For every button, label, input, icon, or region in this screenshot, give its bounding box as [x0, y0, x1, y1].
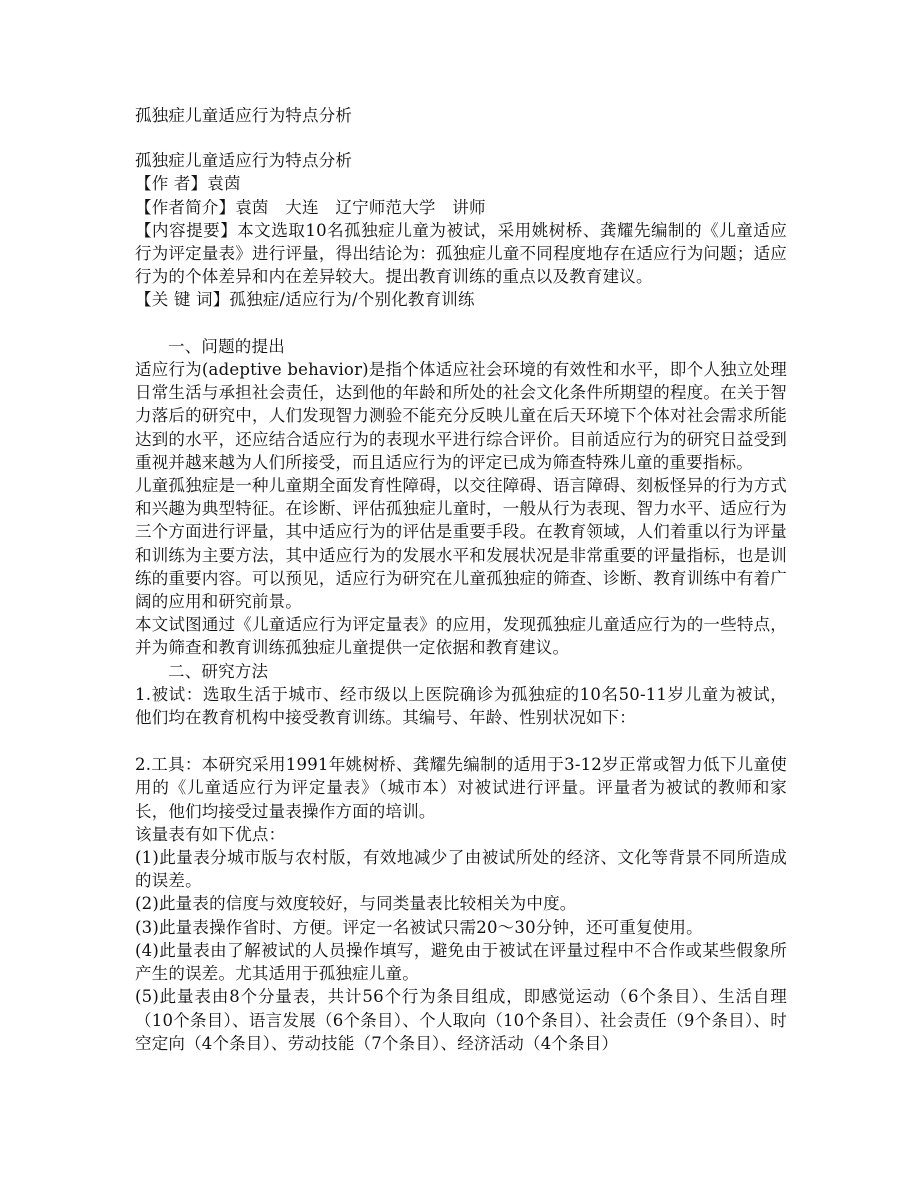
author-intro: 【作者简介】袁茵 大连 辽宁师范大学 讲师: [135, 197, 486, 217]
abstract-paragraph: 【内容提要】本文选取10名孤独症儿童为被试，采用姚树桥、龚耀先编制的《儿童适应行为评定量表》进行评量，得出结论为：孤独症儿童不同程度地存在适应行为问题；适应行为的个体差异和内在差异较大。提出教育训练的重点以及教育建议。: [135, 220, 787, 287]
subjects-paragraph: 1.被试：选取生活于城市、经市级以上医院确诊为孤独症的10名50-11岁儿童为被试，他们均在教育机构中接受教育训练。其编号、年龄、性别状况如下：: [135, 684, 787, 728]
keywords-line: 【关 键 词】孤独症/适应行为/个别化教育训练: [135, 290, 475, 310]
section1-paragraph-2: 儿童孤独症是一种儿童期全面发育性障碍，以交往障碍、语言障碍、刻板怪异的行为方式和兴趣为典型特征。在诊断、评估孤独症儿童时，一般从行为表现、智力水平、适应行为三个方面进行评量，其中适应行为的评估是重要手段。在教育领域，人们着重以行为评量和训练为主要方法，其中适应行为的发展水平和发展状况是非常重要的评量指标，也是训练的重要内容。可以预见，适应行为研究在儿童孤独症的筛查、诊断、教育训练中有着广阔的应用和研究前景。: [135, 476, 787, 612]
advantage-item-3: (3)此量表操作省时、方便。评定一名被试只需20～30分钟，还可重复使用。: [135, 917, 703, 937]
advantages-intro: 该量表有如下优点：: [135, 824, 286, 844]
spacer: [135, 127, 787, 149]
section-heading-2: 二、研究方法: [168, 661, 269, 681]
section-heading-1: 一、问题的提出: [168, 336, 285, 356]
tools-paragraph: 2.工具：本研究采用1991年姚树桥、龚耀先编制的适用于3-12岁正常或智力低下儿童使用的《儿童适应行为评定量表》（城市本）对被试进行评量。评量者为被试的教师和家长，他们均接受过量表操作方面的培训。: [135, 755, 787, 821]
spacer: [135, 312, 787, 335]
spacer: [135, 729, 787, 753]
section1-paragraph-1: 适应行为(adeptive behavior)是指个体适应社会环境的有效性和水平，即个人独立处理日常生活与承担社会责任，达到他的年龄和所处的社会文化条件所期望的程度。在关于智力落后的研究中，人们发现智力测验不能充分反映儿童在后天环境下个体对社会需求所能达到的水平，还应结合适应行为的表现水平进行综合评价。目前适应行为的研究日益受到重视并越来越为人们所接受，而且适应行为的评定已成为筛查特殊儿童的重要指标。: [135, 360, 787, 472]
document-page: [135, 104, 787, 1055]
author-line: 【作 者】袁茵: [135, 174, 241, 194]
advantage-item-2: (2)此量表的信度与效度较好，与同类量表比较相关为中度。: [135, 894, 577, 914]
advantage-item-1: (1)此量表分城市版与农村版，有效地减少了由被试所处的经济、文化等背景不同所造成的误差。: [135, 848, 787, 891]
document-title: 孤独症儿童适应行为特点分析: [135, 106, 353, 125]
article-title: 孤独症儿童适应行为特点分析: [135, 151, 353, 171]
section1-paragraph-3: 本文试图通过《儿童适应行为评定量表》的应用，发现孤独症儿童适应行为的一些特点，并为筛查和教育训练孤独症儿童提供一定依据和教育建议。: [135, 615, 787, 658]
advantage-item-5: (5)此量表由8个分量表，共计56个行为条目组成，即感觉运动（6个条目）、生活自理（10个条目）、语言发展（6个条目）、个人取向（10个条目）、社会责任（9个条目）、时空定向（4个条目）、劳动技能（7个条目）、经济活动（4个条目）: [135, 987, 787, 1053]
advantage-item-4: (4)此量表由了解被试的人员操作填写，避免由于被试在评量过程中不合作或某些假象所产生的误差。尤其适用于孤独症儿童。: [135, 940, 787, 984]
